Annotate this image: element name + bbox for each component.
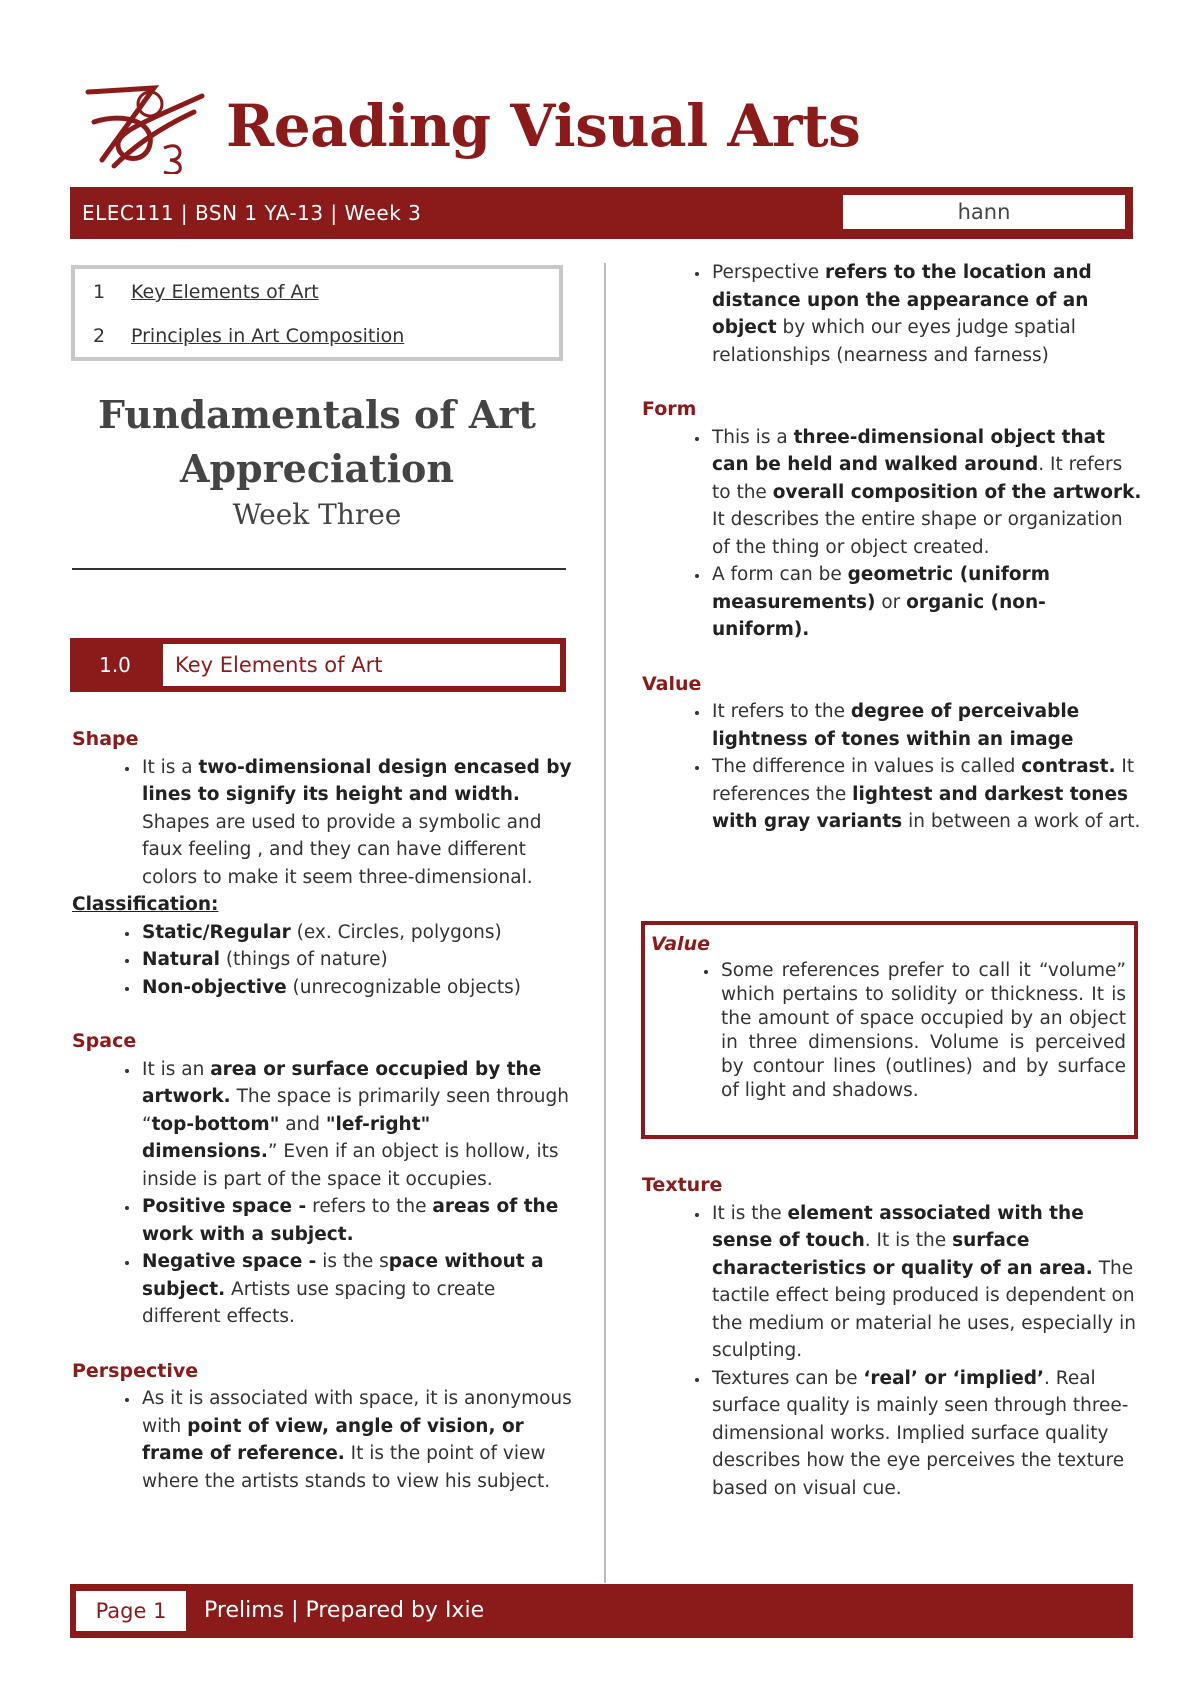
list-item: • It is an area or surface occupied by the artwork. The space is primarily seen through “top-bottom" and "lef-right" dimensions.” Even if an object is hollow, its inside is part of the space it occupies.	[140, 1056, 572, 1194]
list-item: • Natural (things of nature)	[140, 946, 572, 974]
footer-text: Prelims | Prepared by Ixie	[204, 1598, 485, 1623]
list-item: • Non-objective (unrecognizable objects)	[140, 974, 572, 1002]
form-list	[642, 424, 1142, 644]
callout-heading: Value	[651, 933, 710, 955]
list-item: • Textures can be ‘real’ or ‘implied’. Real surface quality is mainly seen through three-dimensional works. Implied surface quality describes how the eye perceives the texture based on visual cue.	[710, 1365, 1142, 1503]
heading-perspective: Perspective	[72, 1359, 199, 1382]
list-item: • Some references prefer to call it “volume” which pertains to solidity or thickness. It is the amount of space occupied by an object in three dimensions. Volume is perceived by contour lines (outlines) and by surface of light and shadows.	[719, 959, 1126, 1103]
list-item: • A form can be geometric (uniform measurements) or organic (non-uniform).	[710, 561, 1142, 644]
toc-item[interactable]	[93, 325, 404, 347]
value-callout-box	[641, 921, 1138, 1139]
section-label: Key Elements of Art	[163, 644, 560, 686]
toc-link[interactable]: Key Elements of Art	[131, 281, 319, 303]
classification-heading: Classification:	[72, 894, 219, 915]
heading-shape: Shape	[72, 728, 139, 750]
section-header	[70, 638, 566, 692]
document-subtitle: Week Three	[232, 498, 402, 531]
list-item: • Static/Regular (ex. Circles, polygons)	[140, 919, 572, 947]
table-of-contents	[71, 265, 563, 361]
right-column	[642, 259, 1142, 836]
page-footer	[70, 1584, 1133, 1638]
space-list	[72, 1056, 572, 1331]
heading-texture: Texture	[642, 1174, 723, 1196]
heading-value: Value	[642, 672, 702, 695]
course-info-bar	[70, 187, 1133, 239]
list-item: • As it is associated with space, it is anonymous with point of view, angle of vision, or frame of reference. It is the point of view where the artists stands to view his subject.	[140, 1385, 572, 1495]
page-number: Page 1	[76, 1591, 186, 1631]
list-item: • Positive space - refers to the areas of the work with a subject.	[140, 1193, 572, 1248]
list-item: • It is the element associated with the sense of touch. It is the surface characteristics or quality of an area. The tactile effect being produced is dependent on the medium or material he uses, especially in sculpting.	[710, 1200, 1142, 1365]
section-number: 1.0	[99, 653, 131, 677]
list-item: • The difference in values is called contrast. It references the lightest and darkest tones with gray variants in between a work of art.	[710, 753, 1142, 836]
author-name: hann	[843, 195, 1125, 229]
perspective-list	[72, 1385, 572, 1495]
toc-number: 1	[93, 281, 106, 303]
toc-link[interactable]: Principles in Art Composition	[131, 325, 405, 347]
document-header-title: Reading Visual Arts	[226, 92, 861, 160]
list-item: • Negative space - is the space without a subject. Artists use spacing to create different effects.	[140, 1248, 572, 1331]
logo-icon	[84, 82, 208, 174]
list-item: • It is a two-dimensional design encased by lines to signify its height and width. Shapes are used to provide a symbolic and faux feeling , and they can have different colors to make it seem three-dimensional.	[140, 754, 572, 892]
callout-list	[651, 959, 1126, 1103]
left-column	[72, 726, 572, 1495]
toc-number: 2	[93, 325, 106, 347]
shape-list	[72, 754, 572, 892]
value-list	[642, 698, 1142, 836]
document-title-line: Fundamentals of Art	[98, 392, 536, 437]
perspective-continued-list	[642, 259, 1142, 369]
list-item: • It refers to the degree of perceivable lightness of tones within an image	[710, 698, 1142, 753]
document-title	[72, 388, 562, 496]
classification-list	[72, 919, 572, 1002]
column-divider	[604, 263, 606, 1583]
list-item: • This is a three-dimensional object that can be held and walked around. It refers to the overall composition of the artwork. It describes the entire shape or organization of the thing or object created.	[710, 424, 1142, 562]
divider	[72, 568, 566, 570]
heading-form: Form	[642, 398, 697, 420]
toc-item[interactable]	[93, 281, 319, 303]
texture-list	[642, 1200, 1142, 1503]
texture-section	[642, 1172, 1142, 1502]
heading-space: Space	[72, 1030, 137, 1052]
document-title-line: Appreciation	[180, 446, 454, 491]
course-info: ELEC111 | BSN 1 YA-13 | Week 3	[82, 201, 422, 225]
list-item: • Perspective refers to the location and distance upon the appearance of an object by which our eyes judge spatial relationships (nearness and farness)	[710, 259, 1142, 369]
